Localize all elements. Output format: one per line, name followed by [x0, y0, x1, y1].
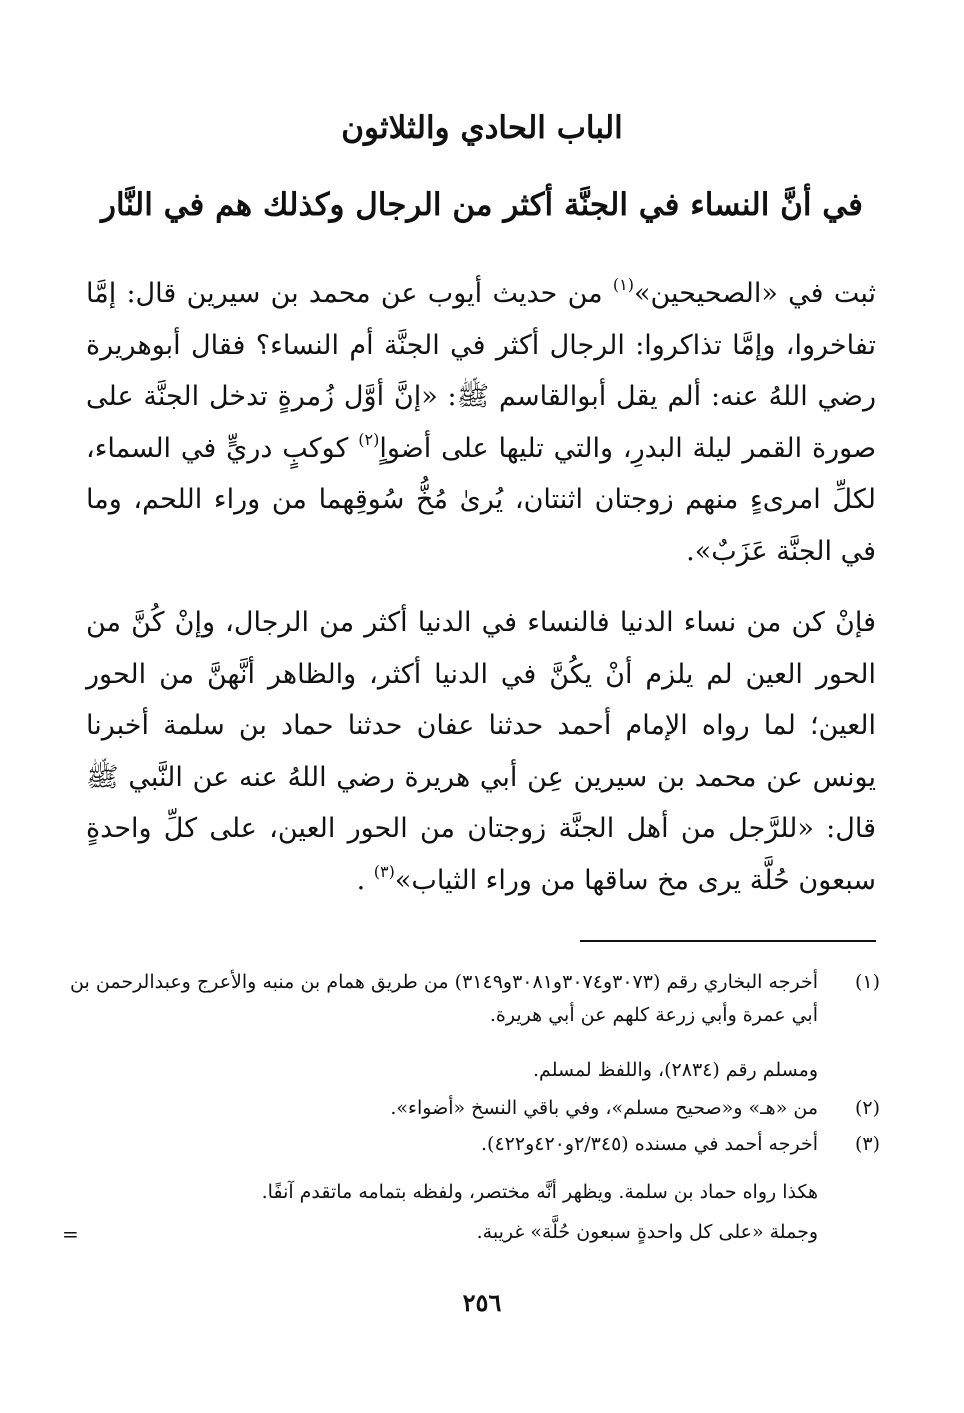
- footnote-number: (١): [854, 971, 880, 993]
- footnote-3-note: وجملة «على كل واحدةٍ سبعون حُلَّة» غريبة.: [476, 1221, 818, 1243]
- page-number: ٢٥٦: [462, 1288, 502, 1317]
- chapter-title: الباب الحادي والثلاثون: [341, 110, 623, 146]
- footnote-number: (٣): [854, 1133, 880, 1155]
- continuation-mark: =: [62, 1222, 79, 1246]
- paragraph-text: ثبت في «الصحيحين»: [633, 278, 876, 309]
- footnote-number: (٢): [854, 1097, 880, 1119]
- footnote-text: من «هـ» و«صحيح مسلم»، وفي باقي النسخ «أضواء».: [390, 1097, 818, 1119]
- footnote-text: أخرجه البخاري رقم (٣٠٧٣و٣٠٧٤و٣٠٨١و٣١٤٩) من طريق همام بن منبه والأعرج وعبدالرحمن بن أبي عمرة وأبي زرعة كلهم عن أبي هريرة.: [70, 971, 819, 1026]
- footnote-3-note: هكذا رواه حماد بن سلمة. ويظهر أنَّه مختصر، ولفظه بتمامه ماتقدم آنفًا.: [261, 1181, 818, 1203]
- footnote-1-continuation: ومسلم رقم (٢٨٣٤)، واللفظ لمسلم.: [533, 1059, 818, 1081]
- chapter-subtitle: في أنَّ النساء في الجنَّة أكثر من الرجال وكذلك هم في النَّار: [101, 187, 863, 223]
- paragraph-text: كوكبٍ دريٍّ في السماء، لكلِّ امرىءٍ منهم زوجتان اثنتان، يُرىٰ مُخُّ سُوقِهما من وراء اللحم، وما في الجنَّة عَزَبٌ».: [86, 432, 876, 567]
- paragraph-text: .: [356, 864, 374, 896]
- paragraph-text: من حديث أيوب عن محمد بن سيرين قال: إمَّا تفاخروا، وإمَّا تذاكروا: الرجال أكثر في الجنَّة أم النساء؟ فقال أبوهريرة رضي اللهُ عنه: ألم يقل أبوالقاسم ﷺ: «إنَّ أوَّل زُمرةٍ تدخل الجنَّة على صورة القمر ليلة البدرِ، والتي تليها على أضواٍ: [86, 278, 876, 464]
- body-paragraph-2: [86, 597, 876, 906]
- footnote-ref-2: (٢): [358, 429, 380, 449]
- body-paragraph-1: [86, 268, 876, 577]
- footnote-ref-3: (٣): [373, 861, 395, 881]
- footnote-text: أخرجه أحمد في مسنده (٢/٣٤٥و٤٢٠و٤٢٢).: [480, 1133, 818, 1155]
- footnote-ref-1: (١): [612, 275, 634, 294]
- footnote-divider: [580, 940, 876, 942]
- paragraph-text: فإنْ كن من نساء الدنيا فالنساء في الدنيا أكثر من الرجال، وإنْ كُنَّ من الحور العين لم يلزم أنْ يكُنَّ في الدنيا أكثر، والظاهر أنَّهنَّ من الحور العين؛ لما رواه الإمام أحمد حدثنا عفان حدثنا حماد بن سلمة أخبرنا يونس عن محمد بن سيرين عِن أبي هريرة رضي اللهُ عنه عن النَّبي ﷺ قال: «للرَّجل من أهل الجنَّة زوجتان من الحور العين، على كلِّ واحدةٍ سبعون حُلَّة يرى مخ ساقها من وراء الثياب»: [86, 607, 876, 896]
